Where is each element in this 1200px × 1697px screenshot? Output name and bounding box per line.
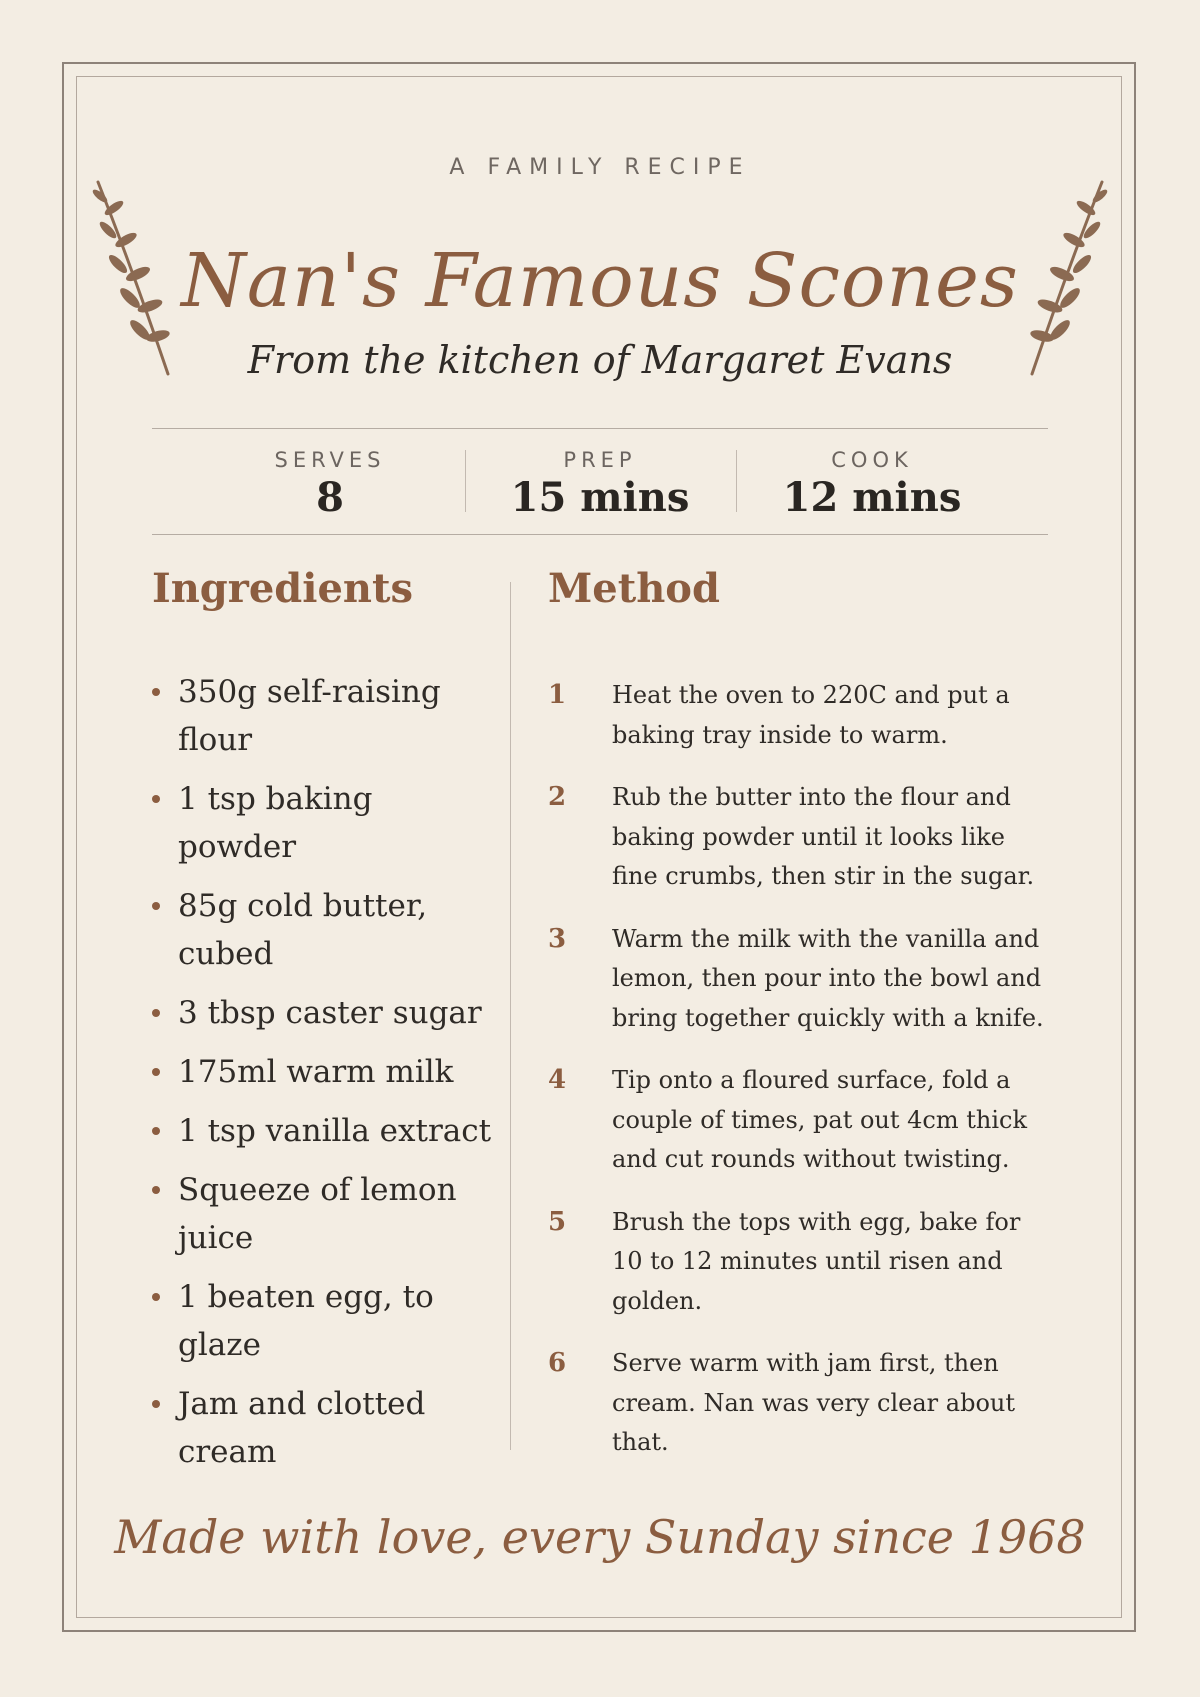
stat-prep-value: 15 mins	[510, 474, 690, 521]
step-number: 3	[548, 923, 567, 954]
ingredient-item	[152, 989, 492, 1037]
ingredient-text: 1 tsp baking powder	[178, 781, 373, 865]
ingredient-text: 175ml warm milk	[178, 1054, 454, 1090]
bullet-icon	[152, 1293, 160, 1301]
stat-cook-label: COOK	[831, 448, 913, 472]
ingredient-text: 350g self-raising flour	[178, 674, 441, 758]
method-step	[548, 920, 1048, 1039]
step-text: Warm the milk with the vanilla and lemon, then pour into the bowl and bring together quickly with a knife.	[612, 924, 1044, 1032]
bullet-icon	[152, 1127, 160, 1135]
step-number: 4	[548, 1065, 567, 1095]
step-number: 5	[548, 1206, 567, 1237]
recipe-subtitle: From the kitchen of Margaret Evans	[247, 338, 953, 382]
method-step	[548, 1344, 1048, 1463]
eyebrow-label: A FAMILY RECIPE	[449, 155, 751, 180]
step-text: Serve warm with jam first, then cream. Nan was very clear about that.	[612, 1349, 1016, 1456]
method-list	[548, 676, 1048, 1486]
ingredient-item	[152, 1107, 492, 1155]
ingredients-heading: Ingredients	[152, 565, 413, 612]
stat-divider	[736, 450, 737, 512]
ingredient-text: 85g cold butter, cubed	[178, 888, 428, 972]
ingredient-item	[152, 668, 492, 764]
step-text: Rub the butter into the flour and baking powder until it looks like fine crumbs, then stir in the sugar.	[612, 783, 1035, 890]
step-text: Tip onto a floured surface, fold a couple of times, pat out 4cm thick and cut rounds without twisting.	[612, 1066, 1028, 1173]
method-step	[548, 1203, 1048, 1322]
ingredient-item	[152, 882, 492, 978]
step-text: Heat the oven to 220C and put a baking tray inside to warm.	[612, 681, 1010, 749]
stat-prep	[470, 448, 730, 521]
ingredient-item	[152, 1380, 492, 1476]
column-divider	[510, 582, 511, 1450]
bullet-icon	[152, 688, 160, 696]
stat-cook	[742, 448, 1002, 521]
top-divider	[152, 428, 1048, 429]
ingredient-text: 1 tsp vanilla extract	[178, 1113, 492, 1149]
step-number: 1	[548, 680, 567, 710]
stats-divider	[152, 534, 1048, 535]
stat-serves-label: SERVES	[274, 448, 386, 472]
stat-cook-value: 12 mins	[782, 474, 962, 521]
ingredient-item	[152, 775, 492, 871]
bullet-icon	[152, 902, 160, 910]
method-step	[548, 1061, 1048, 1180]
ingredient-item	[152, 1166, 492, 1262]
method-heading: Method	[548, 565, 720, 612]
recipe-title: Nan's Famous Scones	[181, 238, 1019, 324]
ingredient-text: Squeeze of lemon juice	[178, 1172, 457, 1256]
ingredient-item	[152, 1273, 492, 1369]
ingredient-item	[152, 1048, 492, 1096]
method-step	[548, 676, 1048, 755]
ingredient-text: 1 beaten egg, to glaze	[178, 1279, 434, 1363]
ingredient-text: Jam and clotted cream	[178, 1386, 426, 1470]
ingredient-text: 3 tbsp caster sugar	[178, 995, 482, 1031]
stat-serves-value: 8	[316, 474, 344, 521]
step-text: Brush the tops with egg, bake for 10 to 12 minutes until risen and golden.	[612, 1207, 1021, 1315]
stat-divider	[465, 450, 466, 512]
stat-serves	[200, 448, 460, 521]
bullet-icon	[152, 1009, 160, 1017]
step-number: 2	[548, 782, 567, 812]
footer-tagline: Made with love, every Sunday since 1968	[114, 1510, 1086, 1564]
bullet-icon	[152, 1400, 160, 1408]
bullet-icon	[152, 795, 160, 803]
method-step	[548, 778, 1048, 897]
ingredients-list	[152, 668, 492, 1487]
step-number: 6	[548, 1348, 567, 1378]
bullet-icon	[152, 1186, 160, 1194]
bullet-icon	[152, 1068, 160, 1076]
stat-prep-label: PREP	[563, 448, 637, 472]
